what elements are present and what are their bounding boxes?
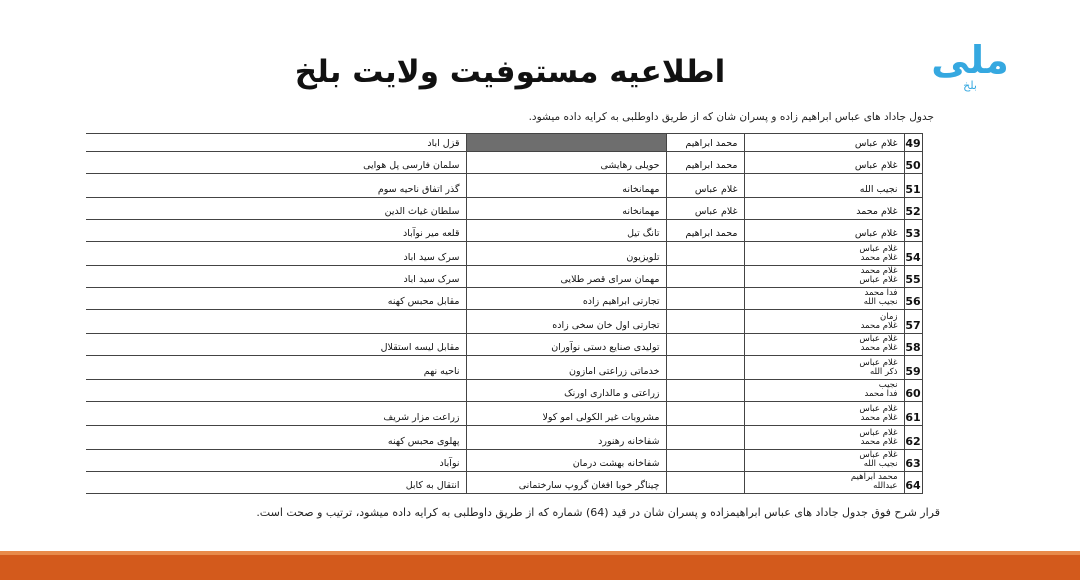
property-type: تجارتی ابراهیم زاده <box>466 288 666 310</box>
owner-name: غلام عباس <box>744 134 904 152</box>
table-row <box>86 198 922 220</box>
property-type: مهمان سرای قصر طلایی <box>466 266 666 288</box>
logo-mark: ملی <box>931 38 1009 82</box>
owner-name: غلام عباس غلام محمد <box>744 426 904 450</box>
father-name <box>666 380 744 402</box>
table-row <box>86 472 922 494</box>
table-row <box>86 242 922 266</box>
property-location: سلمان فارسی پل هوایی <box>286 152 466 174</box>
table-row <box>86 310 922 334</box>
property-location: مقابل محبس کهنه <box>286 288 466 310</box>
empty-cell <box>86 450 286 472</box>
row-number: 56 <box>904 288 922 310</box>
property-location <box>286 310 466 334</box>
table-row <box>86 426 922 450</box>
father-name: محمد ابراهیم <box>666 152 744 174</box>
table-row <box>86 356 922 380</box>
row-number: 63 <box>904 450 922 472</box>
empty-cell <box>86 380 286 402</box>
row-number: 53 <box>904 220 922 242</box>
property-location: سرک سید اباد <box>286 266 466 288</box>
empty-cell <box>86 310 286 334</box>
table-row <box>86 288 922 310</box>
owner-name: غلام عباس ذکر الله <box>744 356 904 380</box>
table-row <box>86 402 922 426</box>
property-table <box>86 133 923 494</box>
table-row <box>86 334 922 356</box>
empty-cell <box>86 334 286 356</box>
page-title: اطلاعیه مستوفیت ولایت بلخ <box>294 54 726 90</box>
father-name <box>666 334 744 356</box>
father-name <box>666 356 744 380</box>
empty-cell <box>86 242 286 266</box>
row-number: 57 <box>904 310 922 334</box>
father-name <box>666 426 744 450</box>
table-row <box>86 174 922 198</box>
row-number: 59 <box>904 356 922 380</box>
property-type: تانگ تیل <box>466 220 666 242</box>
row-number: 62 <box>904 426 922 450</box>
table-body <box>86 134 922 494</box>
property-type: تلویزیون <box>466 242 666 266</box>
table-row <box>86 450 922 472</box>
row-number: 49 <box>904 134 922 152</box>
father-name <box>666 288 744 310</box>
owner-name: زمان غلام محمد <box>744 310 904 334</box>
table-row <box>86 152 922 174</box>
father-name: محمد ابراهیم <box>666 220 744 242</box>
property-type: مشروبات غیر الکولی امو کولا <box>466 402 666 426</box>
property-location: ناحیه نهم <box>286 356 466 380</box>
row-number: 58 <box>904 334 922 356</box>
bottom-bar <box>0 555 1080 580</box>
property-type: چیناگر خوبا افغان گروپ سارختمانی <box>466 472 666 494</box>
father-name: محمد ابراهیم <box>666 134 744 152</box>
empty-cell <box>86 426 286 450</box>
property-location: گذر اتفاق ناحیه سوم <box>286 174 466 198</box>
empty-cell <box>86 134 286 152</box>
row-number: 50 <box>904 152 922 174</box>
property-location: انتقال به کابل <box>286 472 466 494</box>
owner-name: غلام محمد <box>744 198 904 220</box>
father-name <box>666 310 744 334</box>
property-location: نوآباد <box>286 450 466 472</box>
row-number: 60 <box>904 380 922 402</box>
owner-name: نجیب فدا محمد <box>744 380 904 402</box>
row-number: 64 <box>904 472 922 494</box>
owner-name: غلام محمد غلام عباس <box>744 266 904 288</box>
property-type: تولیدی صنایع دستی نوآوران <box>466 334 666 356</box>
father-name: غلام عباس <box>666 174 744 198</box>
owner-name: غلام عباس غلام محمد <box>744 242 904 266</box>
footnote: قرار شرح فوق جدول جاداد های عباس ابراهیمزاده و پسران شان در قید (64) شماره که از طریق داوطلبی به کرایه داده میشود، ترتیب و صحت است. <box>256 506 940 519</box>
empty-cell <box>86 174 286 198</box>
property-location: سرک سید اباد <box>286 242 466 266</box>
table-caption: جدول جاداد های عباس ابراهیم زاده و پسران شان که از طریق داوطلبی به کرایه داده میشود. <box>528 111 934 123</box>
owner-name: غلام عباس غلام محمد <box>744 334 904 356</box>
property-type: شفاخانه بهشت درمان <box>466 450 666 472</box>
property-location <box>286 380 466 402</box>
property-location: زراعت مزار شریف <box>286 402 466 426</box>
property-location: پهلوی محبس کهنه <box>286 426 466 450</box>
empty-cell <box>86 220 286 242</box>
table-row <box>86 266 922 288</box>
row-number: 51 <box>904 174 922 198</box>
empty-cell <box>86 288 286 310</box>
empty-cell <box>86 266 286 288</box>
father-name <box>666 472 744 494</box>
row-number: 54 <box>904 242 922 266</box>
property-type: شفاخانه رهنورد <box>466 426 666 450</box>
father-name: غلام عباس <box>666 198 744 220</box>
property-location: قلعه میر نوآباد <box>286 220 466 242</box>
empty-cell <box>86 472 286 494</box>
owner-name: غلام عباس <box>744 220 904 242</box>
owner-name: غلام عباس نجیب الله <box>744 450 904 472</box>
logo-subtitle: بلخ <box>963 79 977 92</box>
table-row <box>86 134 922 152</box>
empty-cell <box>86 356 286 380</box>
empty-cell <box>86 152 286 174</box>
empty-cell <box>86 198 286 220</box>
property-type: زراعتی و مالداری اورنک <box>466 380 666 402</box>
property-location: قزل اباد <box>286 134 466 152</box>
owner-name: غلام عباس <box>744 152 904 174</box>
owner-name: فدا محمد نجیب الله <box>744 288 904 310</box>
property-location: مقابل لیسه استقلال <box>286 334 466 356</box>
property-type: حویلی رهایشی <box>466 152 666 174</box>
father-name <box>666 450 744 472</box>
property-location: سلطان غیاث الدین <box>286 198 466 220</box>
row-number: 52 <box>904 198 922 220</box>
property-type: تجارتی اول خان سخی زاده <box>466 310 666 334</box>
row-number: 55 <box>904 266 922 288</box>
father-name <box>666 402 744 426</box>
property-type <box>466 134 666 152</box>
owner-name: محمد ابراهیم عبدالله <box>744 472 904 494</box>
property-type: خدماتی زراعتی امازون <box>466 356 666 380</box>
table-row <box>86 220 922 242</box>
property-type: مهمانخانه <box>466 174 666 198</box>
owner-name: غلام عباس غلام محمد <box>744 402 904 426</box>
owner-name: نجیب الله <box>744 174 904 198</box>
father-name <box>666 266 744 288</box>
empty-cell <box>86 402 286 426</box>
father-name <box>666 242 744 266</box>
property-type: مهمانخانه <box>466 198 666 220</box>
logo <box>930 40 1010 92</box>
table-row <box>86 380 922 402</box>
row-number: 61 <box>904 402 922 426</box>
